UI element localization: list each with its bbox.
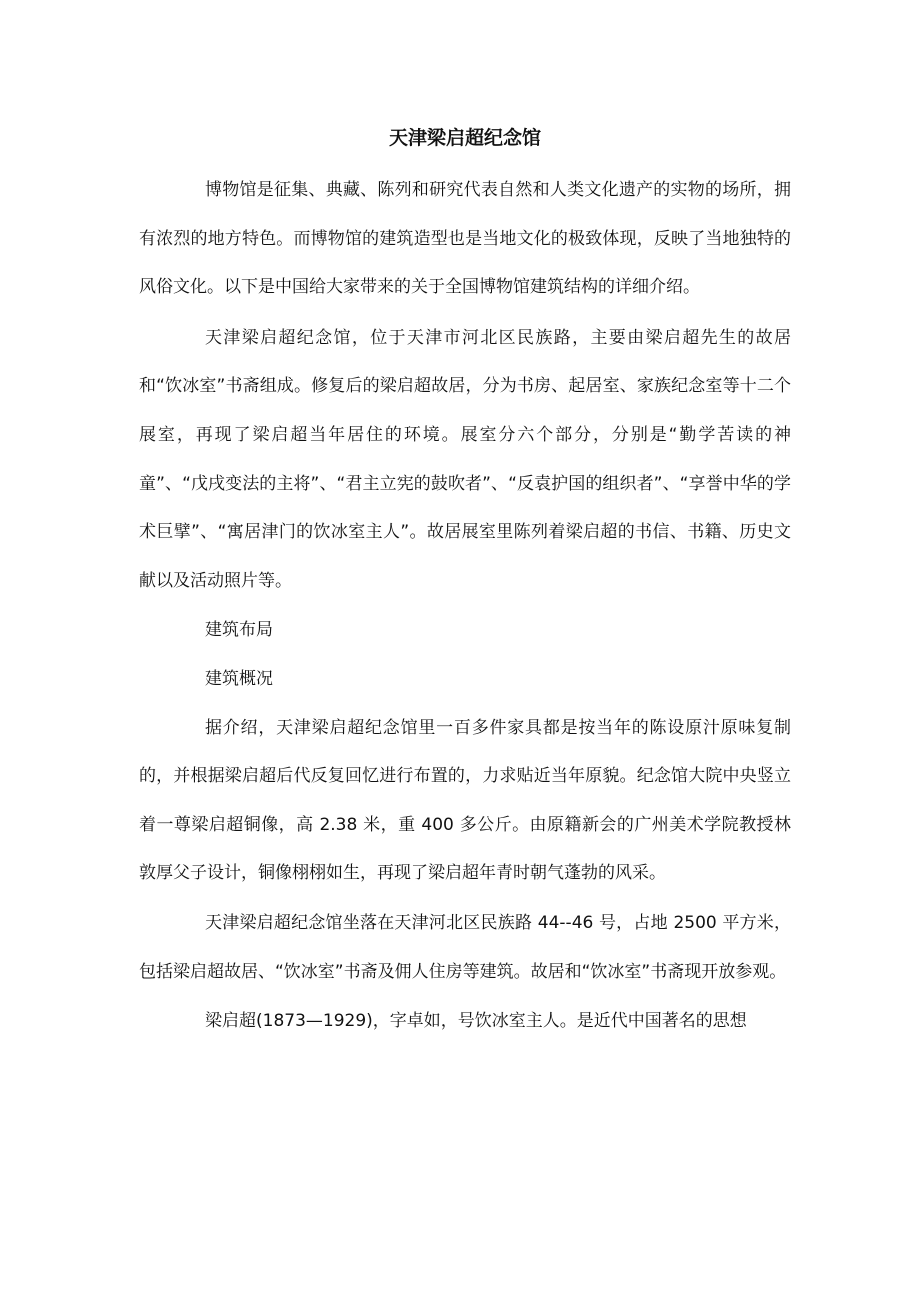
document-title: 天津梁启超纪念馆	[388, 127, 541, 149]
section-heading-overview: 建筑概况	[205, 668, 273, 689]
location-paragraph: 天津梁启超纪念馆坐落在天津河北区民族路 44--46 号，占地 2500 平方米，包括梁启超故居、“饮冰室”书斋及佣人住房等建筑。故居和“饮冰室”书斋现开放参观。	[139, 912, 791, 982]
overview-paragraph: 天津梁启超纪念馆，位于天津市河北区民族路，主要由梁启超先生的故居和“饮冰室”书斋组成。修复后的梁启超故居，分为书房、起居室、家族纪念室等十二个展室，再现了梁启超当年居住的环境。展室分六个部分，分别是“勤学苦读的神童”、“戊戌变法的主将”、“君主立宪的鼓吹者”、“反袁护国的组织者”、“享誉中华的学术巨擘”、“寓居津门的饮冰室主人”。故居展室里陈列着梁启超的书信、书籍、历史文献以及活动照片等。	[139, 327, 791, 591]
document-page	[139, 118, 791, 1046]
biography-paragraph: 梁启超(1873—1929)，字卓如，号饮冰室主人。是近代中国著名的思想	[205, 1011, 747, 1032]
section-heading-layout: 建筑布局	[205, 620, 273, 641]
furniture-paragraph: 据介绍，天津梁启超纪念馆里一百多件家具都是按当年的陈设原汁原味复制的，并根据梁启超后代反复回忆进行布置的，力求贴近当年原貌。纪念馆大院中央竖立着一尊梁启超铜像，高 2.38 米，重 400 多公斤。由原籍新会的广州美术学院教授林敦厚父子设计，铜像栩栩如生，再现了梁启超年青时朝气蓬勃的风采。	[139, 717, 791, 884]
intro-paragraph: 博物馆是征集、典藏、陈列和研究代表自然和人类文化遗产的实物的场所，拥有浓烈的地方特色。而博物馆的建筑造型也是当地文化的极致体现，反映了当地独特的风俗文化。以下是中国给大家带来的关于全国博物馆建筑结构的详细介绍。	[139, 180, 791, 298]
